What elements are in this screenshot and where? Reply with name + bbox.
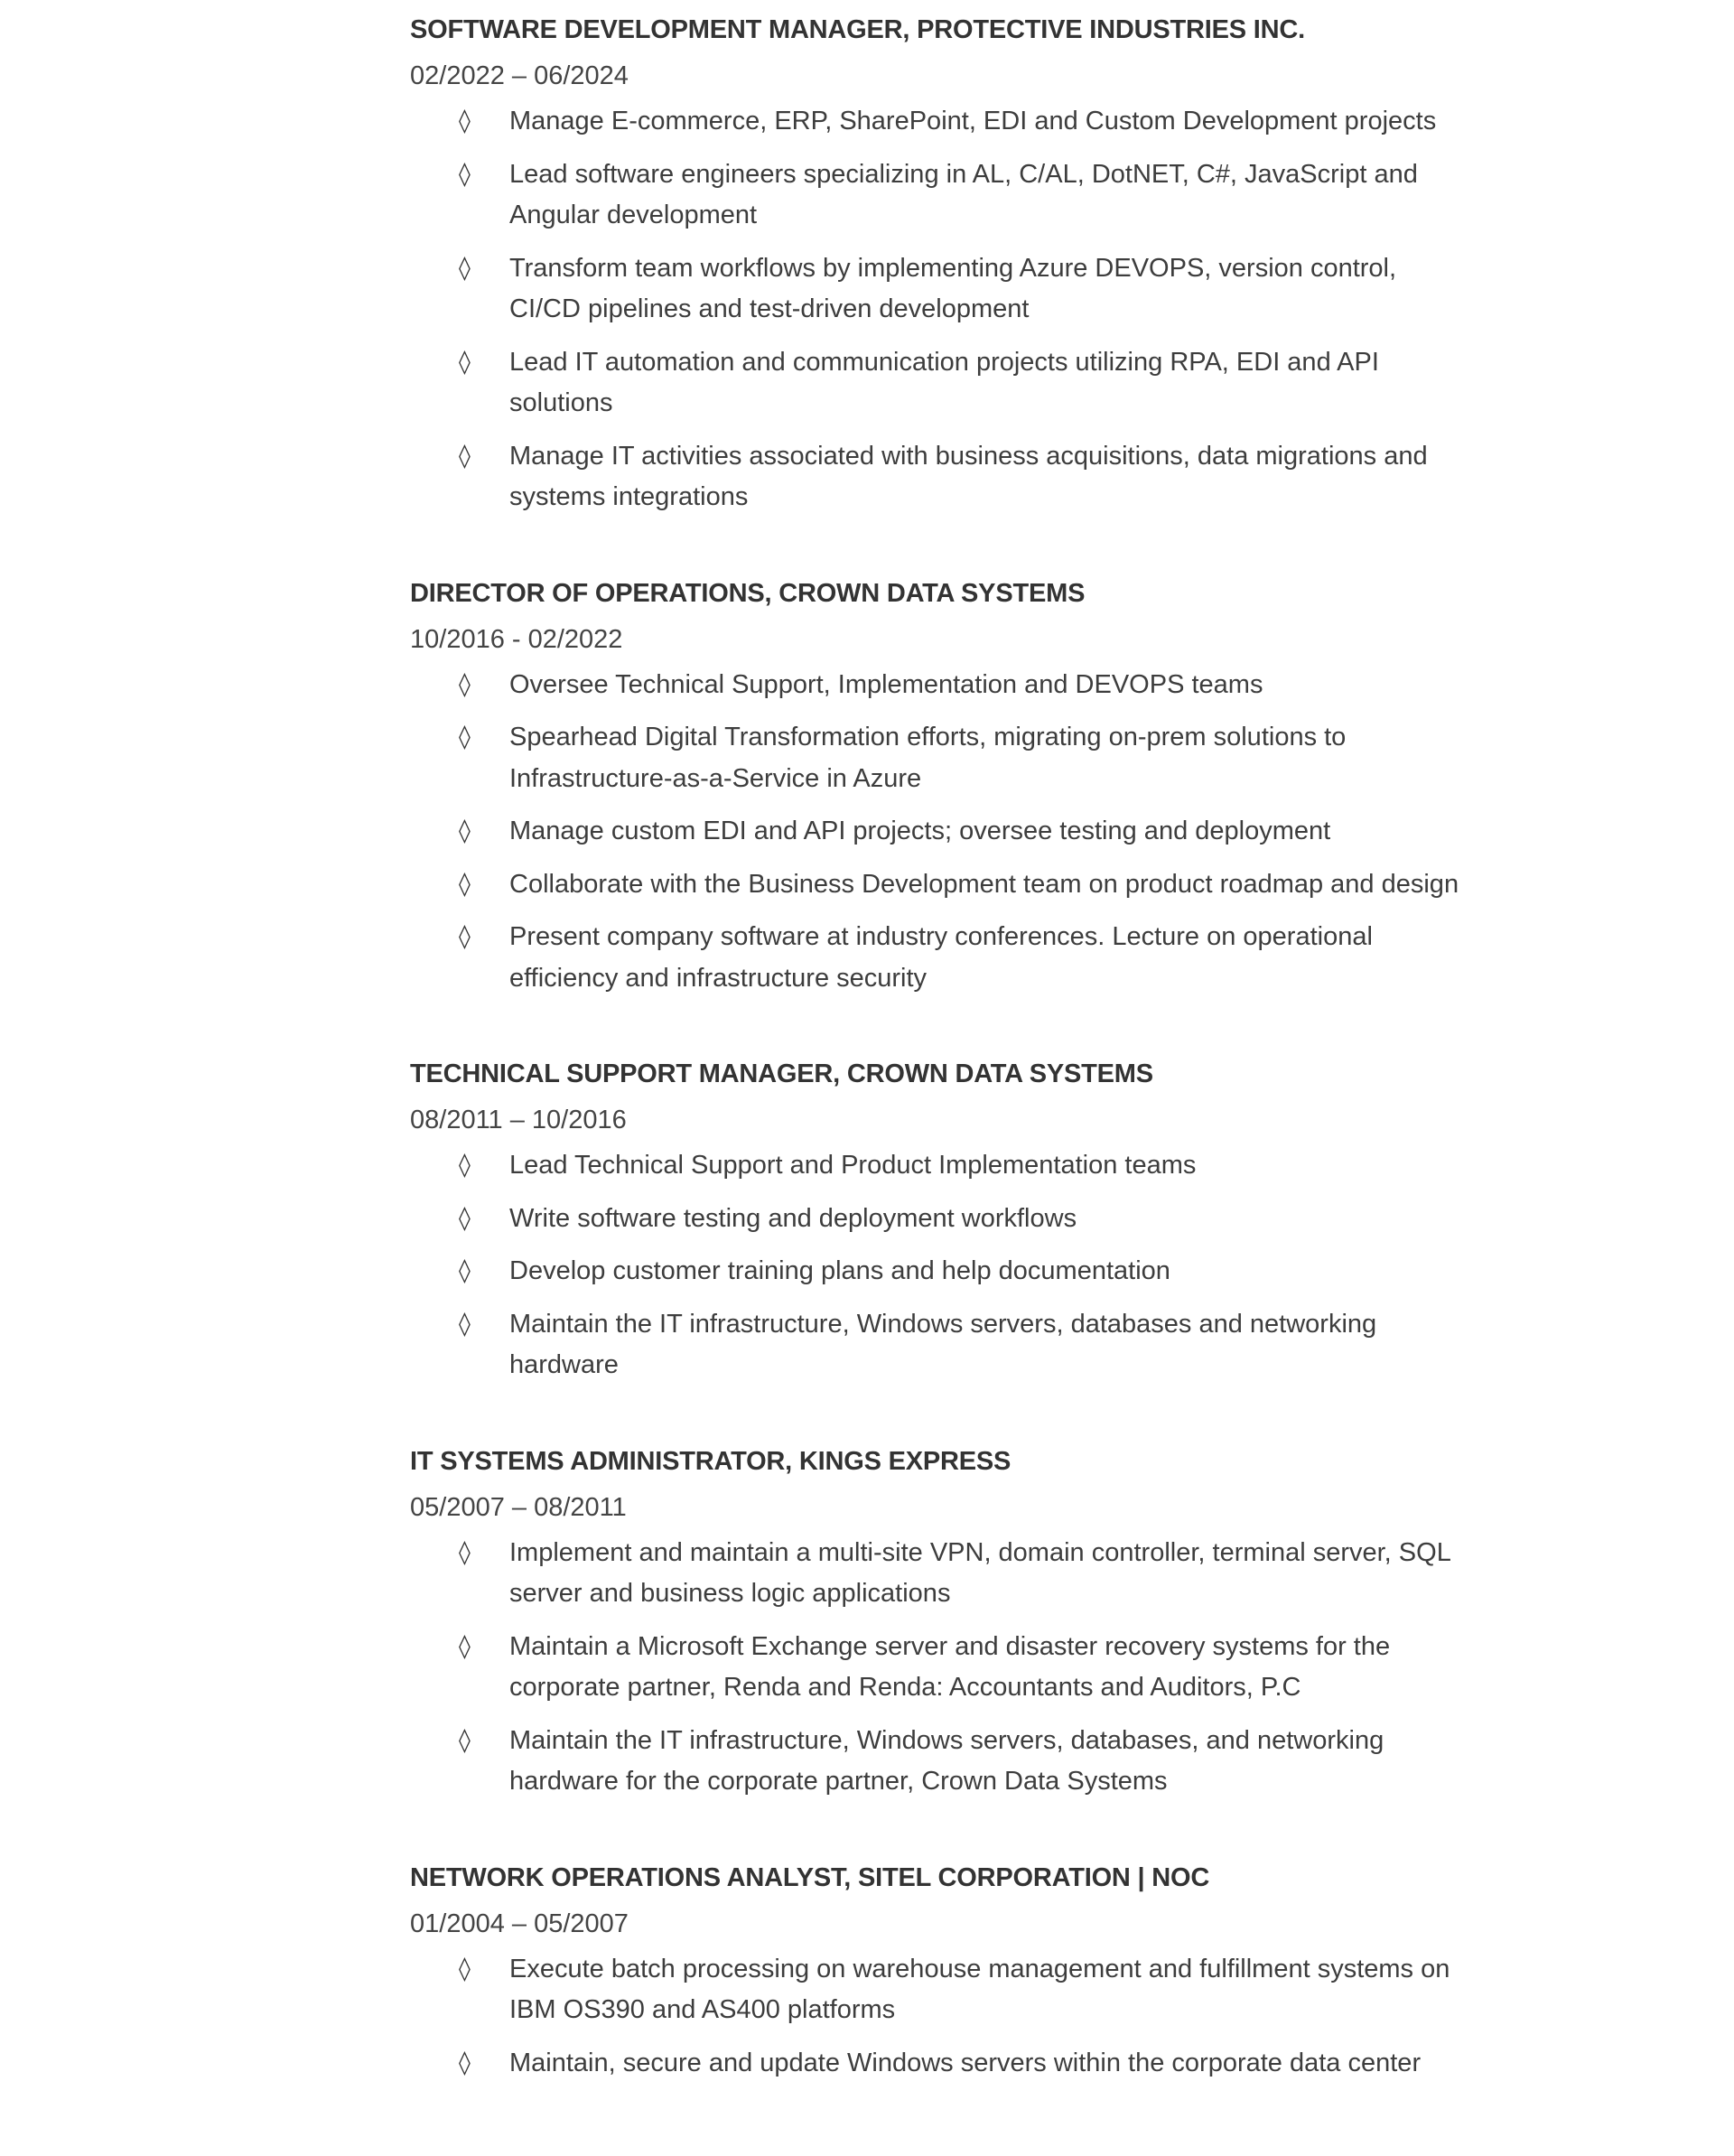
lozenge-bullet-icon: ◊ — [459, 1955, 471, 1983]
job-bullet — [410, 1145, 1467, 1187]
job-bullet-text: Maintain a Microsoft Exchange server and disaster recovery systems for the corporate partner, Renda and Renda: Accountants and Auditors, P.C — [509, 1631, 1391, 1702]
job-bullet — [410, 1533, 1467, 1615]
job-bullet-text: Collaborate with the Business Development team on product roadmap and design — [509, 869, 1459, 899]
lozenge-bullet-icon: ◊ — [459, 160, 471, 188]
lozenge-bullet-icon: ◊ — [459, 1726, 471, 1754]
job-bullet-list — [410, 101, 1521, 518]
job-bullet-text: Manage IT activities associated with business acquisitions, data migrations and systems integrations — [509, 441, 1428, 511]
job-dates: 05/2007 – 08/2011 — [410, 1492, 627, 1522]
job-bullet — [410, 248, 1467, 331]
job-bullet — [410, 864, 1467, 906]
lozenge-bullet-icon: ◊ — [459, 1538, 471, 1566]
lozenge-bullet-icon: ◊ — [459, 1152, 471, 1179]
job-bullet-text: Lead software engineers specializing in AL, C/AL, DotNET, C#, JavaScript and Angular development — [509, 159, 1418, 229]
job-title: SOFTWARE DEVELOPMENT MANAGER, PROTECTIVE INDUSTRIES INC. — [410, 15, 1305, 44]
job-bullet-text: Write software testing and deployment workflows — [509, 1203, 1077, 1233]
job-bullet-text: Lead Technical Support and Product Implementation teams — [509, 1151, 1197, 1180]
job-bullet-list — [410, 665, 1521, 1000]
job-bullet-text: Manage custom EDI and API projects; oversee testing and deployment — [509, 817, 1331, 845]
lozenge-bullet-icon: ◊ — [459, 1632, 471, 1660]
job-bullet — [410, 436, 1467, 518]
job-bullet-text: Oversee Technical Support, Implementation and DEVOPS teams — [509, 669, 1263, 699]
job-title: TECHNICAL SUPPORT MANAGER, CROWN DATA SYSTEMS — [410, 1059, 1153, 1088]
job-bullet-list — [410, 1533, 1521, 1803]
lozenge-bullet-icon: ◊ — [459, 1257, 471, 1284]
lozenge-bullet-icon: ◊ — [459, 723, 471, 751]
job-bullet — [410, 665, 1467, 706]
job-title: IT SYSTEMS ADMINISTRATOR, KINGS EXPRESS — [410, 1446, 1012, 1476]
lozenge-bullet-icon: ◊ — [459, 870, 471, 898]
job-bullet-list — [410, 1949, 1521, 2085]
job-bullet — [410, 1949, 1467, 2031]
job-bullet-text: Maintain the IT infrastructure, Windows servers, databases and networking hardware — [509, 1309, 1377, 1379]
job-dates: 08/2011 – 10/2016 — [410, 1106, 627, 1134]
job-bullet — [410, 342, 1467, 425]
job-bullet-text: Present company software at industry conferences. Lecture on operational efficiency and infrastructure security — [509, 922, 1373, 993]
lozenge-bullet-icon: ◊ — [459, 254, 471, 282]
job-bullet — [410, 154, 1467, 237]
job-title: NETWORK OPERATIONS ANALYST, SITEL CORPORATION | NOC — [410, 1862, 1210, 1892]
job-dates: 02/2022 – 06/2024 — [410, 61, 629, 90]
job-bullet — [410, 1199, 1467, 1240]
job-bullet-text: Manage E-commerce, ERP, SharePoint, EDI and Custom Development projects — [509, 107, 1437, 135]
lozenge-bullet-icon: ◊ — [459, 2049, 471, 2077]
job-bullet — [410, 811, 1467, 853]
job-bullet-text: Transform team workflows by implementing Azure DEVOPS, version control, CI/CD pipelines and test-driven development — [509, 253, 1397, 323]
job-dates: 01/2004 – 05/2007 — [410, 1909, 629, 1938]
lozenge-bullet-icon: ◊ — [459, 923, 471, 950]
job-entry — [410, 1861, 1521, 2085]
job-entry — [410, 576, 1521, 1000]
job-bullet-text: Implement and maintain a multi-site VPN, domain controller, terminal server, SQL server and business logic applications — [509, 1537, 1450, 1608]
lozenge-bullet-icon: ◊ — [459, 442, 471, 470]
job-bullet — [410, 101, 1467, 143]
lozenge-bullet-icon: ◊ — [459, 107, 471, 135]
job-bullet — [410, 1251, 1467, 1293]
job-bullet-text: Execute batch processing on warehouse management and fulfillment systems on IBM OS390 and AS400 platforms — [509, 1954, 1450, 2024]
job-title: DIRECTOR OF OPERATIONS, CROWN DATA SYSTEMS — [410, 578, 1086, 608]
job-bullet — [410, 1721, 1467, 1803]
job-bullet — [410, 917, 1467, 999]
lozenge-bullet-icon: ◊ — [459, 348, 471, 376]
job-bullet-text: Spearhead Digital Transformation efforts, migrating on-prem solutions to Infrastructure-as-a-Service in Azure — [509, 723, 1347, 793]
job-bullet-text: Maintain the IT infrastructure, Windows servers, databases, and networking hardware for the corporate partner, Crown Data Systems — [509, 1725, 1384, 1796]
job-bullet-text: Lead IT automation and communication projects utilizing RPA, EDI and API solutions — [509, 347, 1379, 417]
job-bullet-text: Develop customer training plans and help documentation — [509, 1256, 1170, 1285]
job-bullet — [410, 1627, 1467, 1709]
resume-experience-section — [410, 0, 1521, 2142]
job-bullet-text: Maintain, secure and update Windows servers within the corporate data center — [509, 2048, 1422, 2077]
job-bullet — [410, 1304, 1467, 1386]
job-entry — [410, 1057, 1521, 1386]
job-bullet — [410, 717, 1467, 799]
lozenge-bullet-icon: ◊ — [459, 670, 471, 698]
job-dates: 10/2016 - 02/2022 — [410, 624, 623, 654]
lozenge-bullet-icon: ◊ — [459, 1310, 471, 1338]
job-entry — [410, 13, 1521, 518]
lozenge-bullet-icon: ◊ — [459, 817, 471, 845]
job-bullet-list — [410, 1145, 1521, 1386]
job-bullet — [410, 2043, 1467, 2085]
job-entry — [410, 1444, 1521, 1803]
lozenge-bullet-icon: ◊ — [459, 1204, 471, 1232]
